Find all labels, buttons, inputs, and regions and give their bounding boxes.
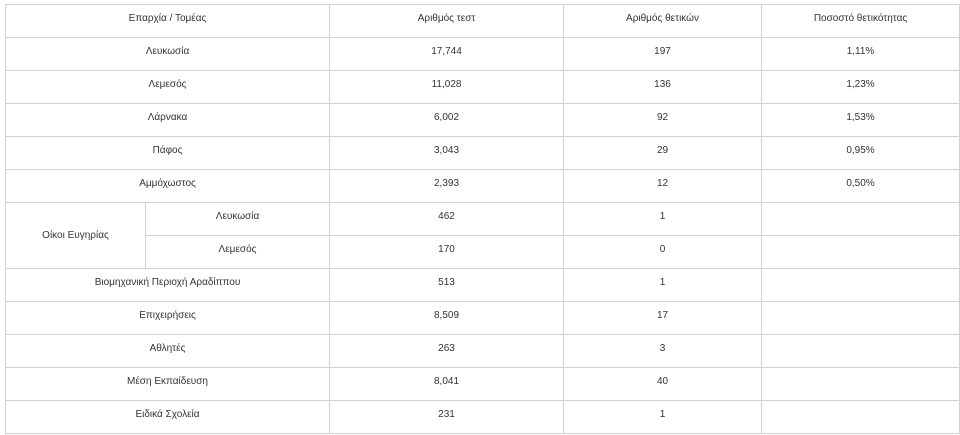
row-region: Λευκωσία (146, 203, 330, 236)
row-tests: 8,509 (330, 302, 564, 335)
row-positives: 136 (564, 71, 762, 104)
row-region: Βιομηχανική Περιοχή Αραδίππου (6, 269, 330, 302)
header-tests: Αριθμός τεστ (330, 5, 564, 38)
row-tests: 8,041 (330, 368, 564, 401)
row-positives: 12 (564, 170, 762, 203)
row-positives: 1 (564, 203, 762, 236)
row-positives: 29 (564, 137, 762, 170)
row-region: Αμμόχωστος (6, 170, 330, 203)
table-row (6, 401, 960, 434)
header-positives: Αριθμός θετικών (564, 5, 762, 38)
care-homes-label: Οίκοι Ευγηρίας (6, 203, 146, 269)
row-tests: 462 (330, 203, 564, 236)
row-rate: 1,53% (762, 104, 960, 137)
row-region: Μέση Εκπαίδευση (6, 368, 330, 401)
table-row (6, 71, 960, 104)
row-tests: 263 (330, 335, 564, 368)
row-positives: 92 (564, 104, 762, 137)
row-rate (762, 401, 960, 434)
row-rate: 0,95% (762, 137, 960, 170)
row-tests: 170 (330, 236, 564, 269)
table-header-row (6, 5, 960, 38)
table-row (6, 335, 960, 368)
row-tests: 231 (330, 401, 564, 434)
header-rate: Ποσοστό θετικότητας (762, 5, 960, 38)
row-positives: 40 (564, 368, 762, 401)
row-positives: 1 (564, 401, 762, 434)
row-region: Λεμεσός (146, 236, 330, 269)
row-region: Επιχειρήσεις (6, 302, 330, 335)
row-region: Πάφος (6, 137, 330, 170)
row-rate: 1,23% (762, 71, 960, 104)
row-tests: 513 (330, 269, 564, 302)
row-rate (762, 269, 960, 302)
results-table-container (5, 4, 960, 434)
row-region: Ειδικά Σχολεία (6, 401, 330, 434)
row-positives: 1 (564, 269, 762, 302)
table-row-care-home (6, 236, 960, 269)
row-rate: 1,11% (762, 38, 960, 71)
row-tests: 6,002 (330, 104, 564, 137)
row-rate (762, 368, 960, 401)
table-row (6, 368, 960, 401)
row-rate (762, 203, 960, 236)
row-region: Αθλητές (6, 335, 330, 368)
row-rate (762, 236, 960, 269)
row-rate (762, 335, 960, 368)
row-positives: 197 (564, 38, 762, 71)
row-rate: 0,50% (762, 170, 960, 203)
table-row (6, 170, 960, 203)
row-positives: 3 (564, 335, 762, 368)
row-region: Λεμεσός (6, 71, 330, 104)
row-tests: 11,028 (330, 71, 564, 104)
row-positives: 0 (564, 236, 762, 269)
row-tests: 17,744 (330, 38, 564, 71)
row-tests: 3,043 (330, 137, 564, 170)
row-tests: 2,393 (330, 170, 564, 203)
header-region: Επαρχία / Τομέας (6, 5, 330, 38)
row-positives: 17 (564, 302, 762, 335)
row-rate (762, 302, 960, 335)
table-row (6, 38, 960, 71)
table-row (6, 137, 960, 170)
table-row-care-home (6, 203, 960, 236)
test-results-table (5, 4, 960, 434)
table-row (6, 302, 960, 335)
row-region: Λευκωσία (6, 38, 330, 71)
table-row (6, 104, 960, 137)
row-region: Λάρνακα (6, 104, 330, 137)
table-row (6, 269, 960, 302)
